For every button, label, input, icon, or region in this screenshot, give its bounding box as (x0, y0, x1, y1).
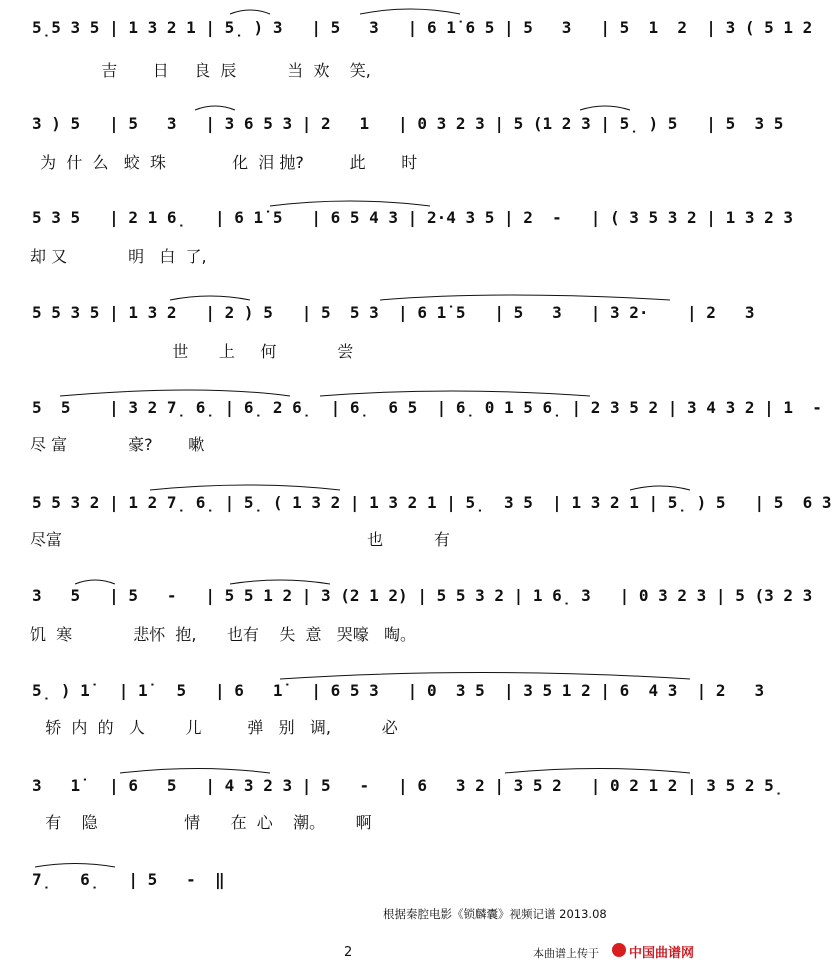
notes-line: 3 5 | 5 - | 5 5 1 2 | 3 (2 1 2) | 5 5 3 2 | 1 6̣ 3 | 0 3 2 3 | 5 (3 2 3 (32, 586, 813, 605)
music-note-icon (612, 943, 626, 957)
lyrics-line: 饥 寒 悲怀 抱, 也有 失 意 哭嚎 啕。 (30, 625, 417, 644)
lyrics-line: 尽 富 豪? 嗽 (30, 435, 205, 454)
lyrics-line: 为 什 么 蛟 珠 化 泪 抛? 此 时 (30, 153, 418, 172)
notes-line: 5̣ ) 1̇ | 1̇ 5 | 6 1̇ | 6 5 3 | 0 3 5 | 3 5 1 2 | 6 4 3 | 2 3 (32, 681, 765, 700)
notes-line: 3 ) 5 | 5 3 | 3 6 5 3 | 2 1 | 0 3 2 3 | 5 (1 2 3 | 5̣ ) 5 | 5 3 5 (32, 114, 784, 133)
notes-line: 5̣5 3 5 | 1 3 2 1 | 5̣ ) 3 | 5 3 | 6 1̇ 6 5 | 5 3 | 5 1 2 | 3 ( 5 1 2 (32, 18, 813, 37)
notes-line: 5 5 3 5 | 1 3 2 | 2 ) 5 | 5 5 3 | 6 1̇ 5 | 5 3 | 3 2· | 2 3 (32, 303, 755, 322)
lyrics-line: 轿 内 的 人 儿 弹 别 调, 必 (30, 718, 398, 737)
notes-line: 7̣ 6̣ | 5 - ‖ (32, 870, 225, 889)
page-number: 2 (344, 945, 353, 960)
lyrics-line: 却 又 明 白 了, (30, 247, 207, 266)
uploader-text: 本曲谱上传于 (533, 947, 599, 960)
lyrics-line: 世 上 何 尝 (30, 342, 354, 361)
site-logo (612, 941, 720, 961)
lyrics-line: 有 隐 情 在 心 潮。 啊 (30, 813, 372, 832)
lyrics-line: 吉 日 良 辰 当 欢 笑, (30, 61, 371, 80)
source-note: 根据秦腔电影《锁麟囊》视频记谱 2013.08 (383, 907, 607, 921)
notes-line: 5 5 3 2 | 1 2 7̣ 6̣ | 5̣ ( 1 3 2 | 1 3 2 1 | 5̣ 3 5 | 1 3 2 1 | 5̣ ) 5 | 5 6 3 (32, 493, 832, 512)
logo-text: 中国曲谱网 (629, 946, 695, 961)
notes-line: 3 1̇ | 6 5 | 4 3 2 3 | 5 - | 6 3 2 | 3 5 2 | 0 2 1 2 | 3 5 2 5̣ (32, 776, 784, 795)
lyrics-line: 尽富 也 有 (30, 530, 451, 549)
notes-line: 5 5 | 3 2 7̣ 6̣ | 6̣ 2 6̣ | 6̣ 6 5 | 6̣ 0 1 5 6̣ | 2 3 5 2 | 3 4 3 2 | 1 - (32, 398, 822, 417)
notes-line: 5 3 5 | 2 1 6̣ | 6 1̇ 5 | 6 5 4 3 | 2·4 3 5 | 2 - | ( 3 5 3 2 | 1 3 2 3 (32, 208, 793, 227)
